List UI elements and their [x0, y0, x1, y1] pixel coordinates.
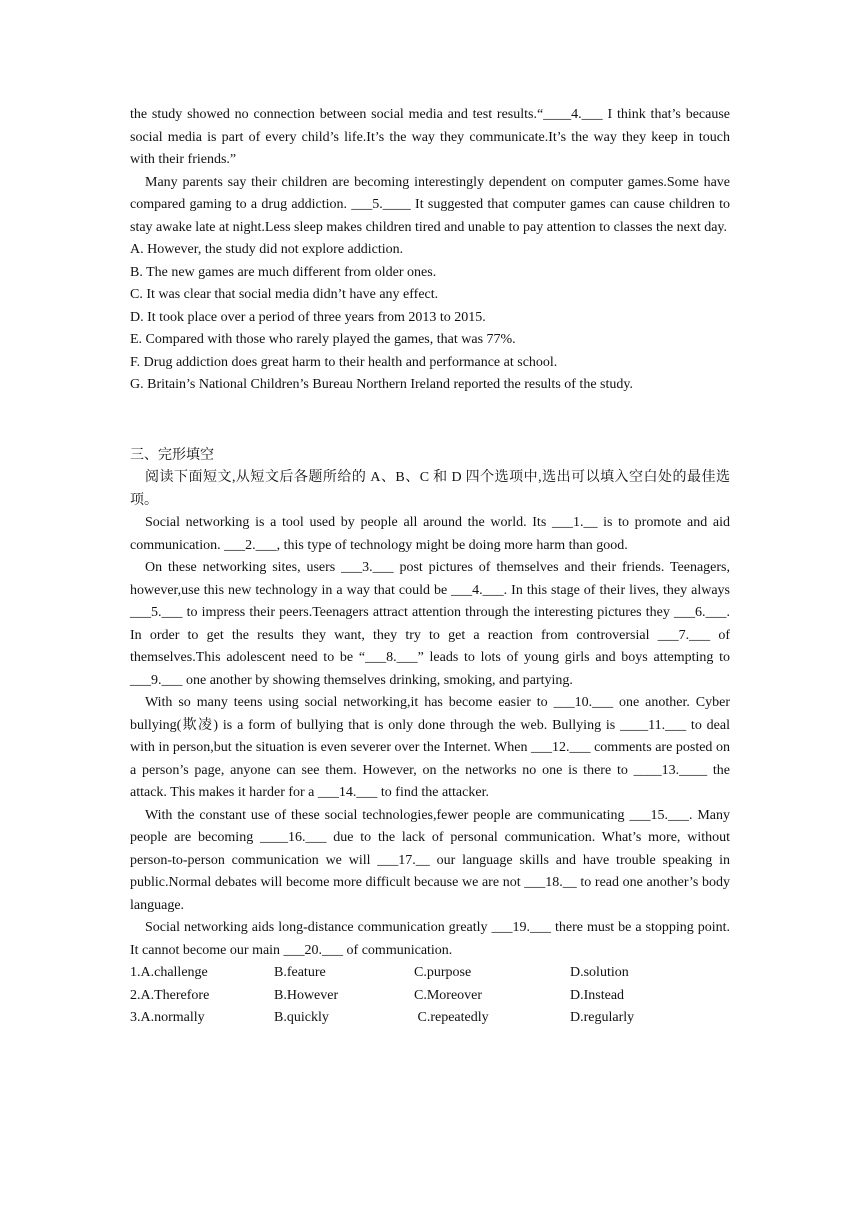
- section-heading: 三、完形填空: [130, 447, 214, 463]
- passage1-paragraph-1: the study showed no connection between social media and test results.“____4.___ I think that’s because social media is part of every child’s life.It’s the way they communicate.It’s the way they keep in touch with their friends.”: [130, 107, 730, 167]
- section-instruction: 阅读下面短文,从短文后各题所给的 A、B、C 和 D 四个选项中,选出可以填入空白处的最佳选项。: [130, 470, 730, 508]
- choice-1-d: D.solution: [570, 965, 629, 980]
- document-page: [130, 104, 730, 1030]
- option-g: G. Britain’s National Children’s Bureau Northern Ireland reported the results of the study.: [130, 377, 633, 392]
- cloze-paragraph-5: Social networking aids long-distance communication greatly ___19.___ there must be a stopping point. It cannot become our main ___20.___ of communication.: [130, 920, 730, 958]
- choice-3-c: C.repeatedly: [414, 1010, 489, 1025]
- option-e: E. Compared with those who rarely played the games, that was 77%.: [130, 332, 516, 347]
- cloze-paragraph-2: On these networking sites, users ___3.___ post pictures of themselves and their friends. Teenagers, however,use this new technology in a way that could be ___4.___. In this stage of their lives, they always ___5.___ to impress their peers.Teenagers attract attention through the interesting pictures they ___6.___. In order to get the results they want, they try to get a reaction from controversial ___7.___ of themselves.This adolescent need to be “___8.___” leads to lots of young girls and boys attempting to ___9.___ one another by showing themselves drinking, smoking, and partying.: [130, 560, 730, 688]
- choice-2-c: C.Moreover: [414, 987, 483, 1003]
- option-a: A. However, the study did not explore addiction.: [130, 242, 404, 257]
- choice-2-a: 2.A.Therefore: [130, 987, 210, 1003]
- option-c: C. It was clear that social media didn’t have any effect.: [130, 287, 439, 302]
- choice-row-1: [130, 962, 730, 985]
- option-d: D. It took place over a period of three years from 2013 to 2015.: [130, 309, 486, 325]
- option-b: B. The new games are much different from older ones.: [130, 264, 437, 280]
- cloze-paragraph-3: With so many teens using social networking,it has become easier to ___10.___ one another. Cyber bullying(欺凌) is a form of bullying that is only done through the web. Bullying is ____11.___ to deal with in person,but the situation is even severer over the Internet. When ___12.___ comments are posted on a person’s page, anyone can see them. However, on the networks no one is there to ____13.____ the attack. This makes it harder for a ___14.___ to find the attacker.: [130, 695, 730, 800]
- choice-3-b: B.quickly: [274, 1010, 329, 1025]
- choice-3-a: 3.A.normally: [130, 1010, 205, 1025]
- choice-row-2: [130, 985, 730, 1008]
- cloze-paragraph-1: Social networking is a tool used by people all around the world. Its ___1.__ is to promote and aid communication. ___2.___, this type of technology might be doing more harm than good.: [130, 515, 730, 553]
- choice-1-c: C.purpose: [414, 965, 472, 980]
- choice-3-d: D.regularly: [570, 1010, 635, 1025]
- choice-list: [130, 962, 730, 1030]
- passage1-paragraph-2: Many parents say their children are becoming interestingly dependent on computer games.Some have compared gaming to a drug addiction. ___5.____ It suggested that computer games can cause children to stay awake late at night.Less sleep makes children tired and unable to pay attention to classes the next day.: [130, 174, 730, 235]
- option-f: F. Drug addiction does great harm to their health and performance at school.: [130, 354, 558, 370]
- choice-row-3: [130, 1007, 730, 1030]
- choice-2-b: B.However: [274, 987, 339, 1003]
- answer-options: [130, 239, 730, 397]
- cloze-paragraph-4: With the constant use of these social technologies,fewer people are communicating ___15.___. Many people are becoming ____16.___ due to the lack of personal communication. What’s more, without person-to-person communication we will ___17.__ our language skills and have trouble speaking in public.Normal debates will become more difficult because we are not ___18.__ to read one another’s body language.: [130, 807, 730, 913]
- choice-2-d: D.Instead: [570, 987, 625, 1003]
- choice-1-a: 1.A.challenge: [130, 965, 208, 980]
- choice-1-b: B.feature: [274, 965, 326, 980]
